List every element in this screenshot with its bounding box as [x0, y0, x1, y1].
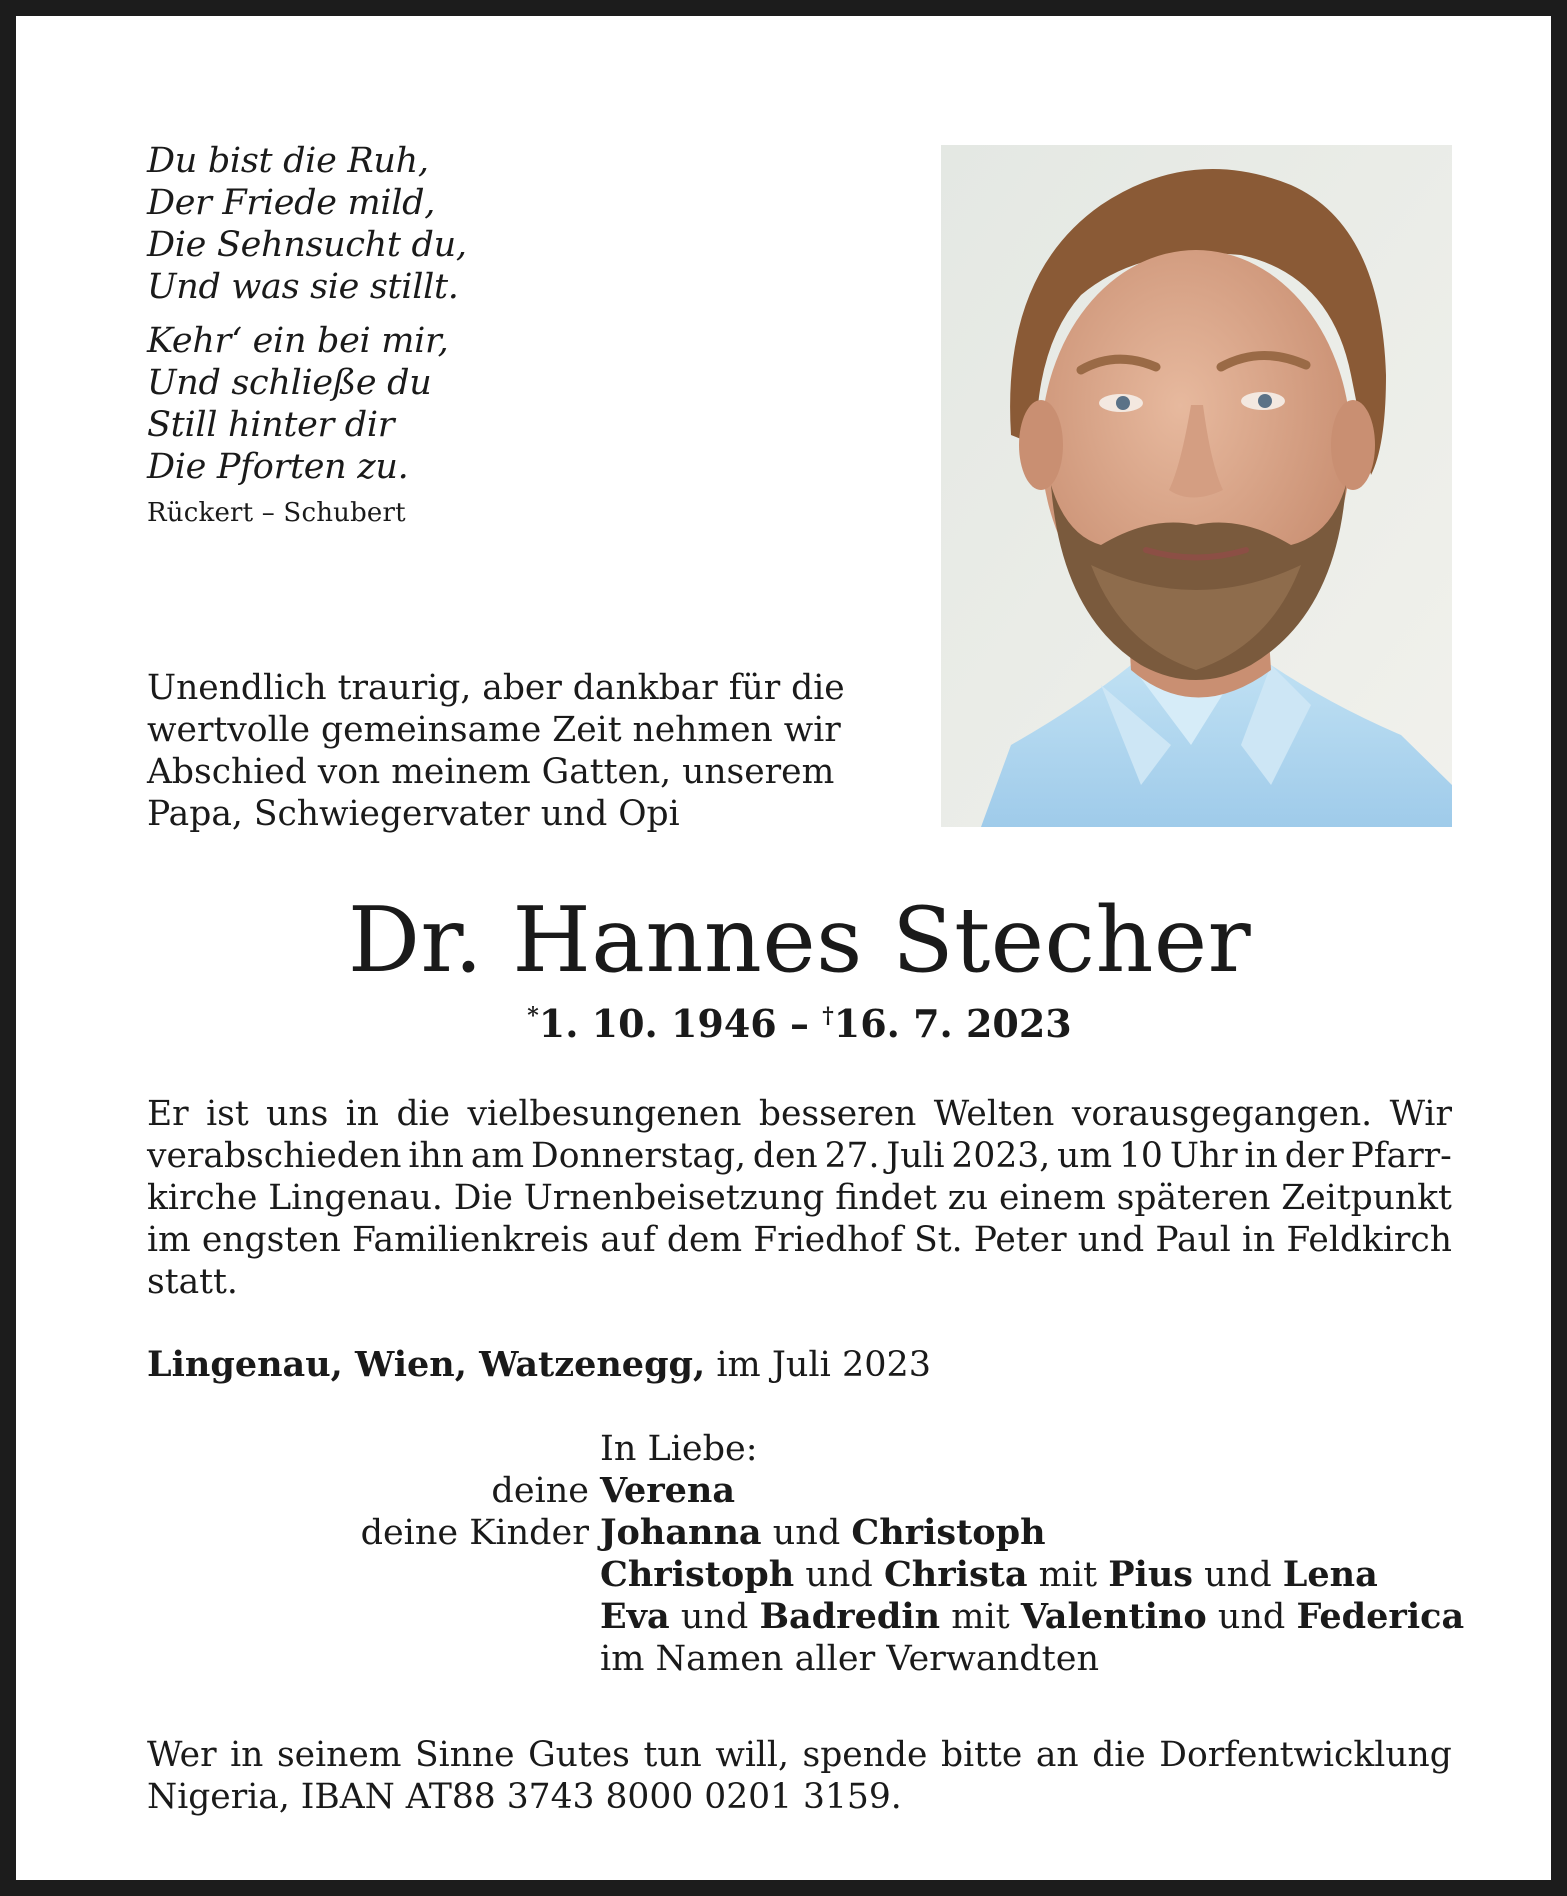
word: besseren — [758, 1094, 917, 1134]
poem-line: Und was sie stillt. — [147, 267, 459, 307]
word: 10 — [1118, 1136, 1163, 1176]
birth-symbol: * — [527, 1003, 539, 1029]
word: Donnerstag, — [531, 1136, 746, 1176]
word: findet — [835, 1178, 937, 1218]
word: engsten — [201, 1220, 341, 1260]
family-member — [600, 1596, 1467, 1638]
poem-line: Kehr‘ ein bei mir, — [147, 321, 449, 361]
family-row-closing — [147, 1638, 1467, 1680]
word: Pfarr- — [1350, 1136, 1452, 1176]
word: auf — [600, 1220, 656, 1260]
connector: und — [669, 1597, 760, 1637]
poem-line: Die Pforten zu. — [147, 447, 409, 487]
poem-credit: Rückert – Schubert — [147, 498, 406, 528]
word: um — [1057, 1136, 1113, 1176]
word: die — [1092, 1735, 1146, 1775]
word: die — [396, 1094, 451, 1134]
poem-line: Still hinter dir — [147, 405, 395, 445]
word: vorausgegangen. — [1071, 1094, 1373, 1134]
portrait-photo — [941, 145, 1452, 827]
poem-stanza-2 — [147, 320, 787, 488]
relation-label — [147, 1596, 600, 1638]
word: zu — [947, 1178, 989, 1218]
death-symbol: † — [822, 1003, 834, 1029]
word: der — [1284, 1136, 1344, 1176]
relation-label — [147, 1554, 600, 1596]
word: seinem — [276, 1735, 402, 1775]
relation-label — [147, 1428, 600, 1470]
family-list — [147, 1428, 1467, 1680]
word: statt. — [147, 1262, 238, 1302]
word: Nigeria, IBAN AT88 3743 8000 0201 3159. — [147, 1777, 902, 1817]
word: Familienkreis — [351, 1220, 590, 1260]
word: am — [470, 1136, 525, 1176]
date-separator: – — [776, 1001, 823, 1046]
donation-line — [147, 1776, 1452, 1818]
word: und — [1077, 1220, 1145, 1260]
family-row — [147, 1596, 1467, 1638]
word: vielbesungenen — [467, 1094, 742, 1134]
word: Paul — [1155, 1220, 1231, 1260]
poem-line: Der Friede mild, — [147, 183, 436, 223]
word: dem — [666, 1220, 743, 1260]
relation-label: deine Kinder — [360, 1513, 589, 1553]
poem-line: Und schließe du — [147, 363, 432, 403]
notice-line — [147, 1093, 1452, 1135]
family-heading-row — [147, 1428, 1467, 1470]
connector: und — [761, 1513, 852, 1553]
word: Er — [147, 1094, 189, 1134]
poem-stanza-1 — [147, 140, 787, 308]
connector: und — [1206, 1597, 1297, 1637]
funeral-notice — [147, 1093, 1452, 1303]
word: uns — [266, 1094, 329, 1134]
word: will, — [715, 1735, 789, 1775]
word: im — [147, 1220, 191, 1260]
word: Uhr — [1169, 1136, 1238, 1176]
donation-note — [147, 1734, 1452, 1818]
member-name: Eva — [600, 1596, 670, 1637]
notice-line — [147, 1135, 1452, 1177]
word: in — [345, 1094, 380, 1134]
word: den — [752, 1136, 818, 1176]
place-date-text: im Juli 2023 — [705, 1345, 932, 1385]
notice-line — [147, 1261, 1452, 1303]
word: einem — [998, 1178, 1106, 1218]
word: spende — [802, 1735, 928, 1775]
connector: mit — [940, 1597, 1021, 1637]
notice-line — [147, 1219, 1452, 1261]
connector: und — [794, 1555, 884, 1595]
word: ihn — [408, 1136, 464, 1176]
intro-text — [147, 667, 847, 835]
family-heading: In Liebe: — [600, 1429, 758, 1469]
member-name: Pius — [1108, 1554, 1193, 1595]
word: Urnenbeisetzung — [523, 1178, 825, 1218]
member-name: Verena — [600, 1470, 736, 1511]
word: ist — [206, 1094, 249, 1134]
word: Juli — [886, 1136, 945, 1176]
word: an — [1035, 1735, 1079, 1775]
member-name: Federica — [1296, 1596, 1465, 1637]
word: bitte — [941, 1735, 1023, 1775]
family-row — [147, 1554, 1467, 1596]
member-name: Badredin — [759, 1596, 941, 1637]
family-closing: im Namen aller Verwandten — [600, 1639, 1099, 1679]
member-name: Valentino — [1020, 1596, 1207, 1637]
word: St. — [914, 1220, 963, 1260]
word: Sinne — [415, 1735, 515, 1775]
word: Lingenau. — [268, 1178, 443, 1218]
poem — [147, 140, 787, 488]
word: Peter — [973, 1220, 1067, 1260]
word: in — [1244, 1136, 1278, 1176]
death-date: 16. 7. 2023 — [833, 1001, 1072, 1046]
family-member — [600, 1554, 1467, 1596]
word: Zeitpunkt — [1281, 1178, 1452, 1218]
word: Wer — [147, 1735, 217, 1775]
word: Friedhof — [753, 1220, 903, 1260]
life-dates — [16, 1001, 1567, 1046]
word: tun — [643, 1735, 702, 1775]
member-name: Christoph — [851, 1512, 1046, 1553]
donation-line — [147, 1734, 1452, 1776]
relation-label — [147, 1638, 600, 1680]
connector: mit — [1027, 1555, 1109, 1595]
word: späteren — [1116, 1178, 1271, 1218]
word: Feldkirch — [1286, 1220, 1452, 1260]
poem-line: Du bist die Ruh, — [147, 141, 429, 181]
word: Welten — [933, 1094, 1055, 1134]
birth-date: 1. 10. 1946 — [538, 1001, 777, 1046]
word: Gutes — [528, 1735, 630, 1775]
place-locations: Lingenau, Wien, Watzenegg, — [147, 1344, 706, 1385]
poem-line: Die Sehnsucht du, — [147, 225, 467, 265]
deceased-name: Dr. Hannes Stecher — [347, 888, 1252, 993]
word: kirche — [147, 1178, 258, 1218]
word: Die — [453, 1178, 513, 1218]
connector: und — [1193, 1555, 1283, 1595]
intro-line: wertvolle gemeinsame Zeit nehmen wir — [147, 710, 841, 750]
word: verabschieden — [147, 1136, 402, 1176]
word: 27. — [824, 1136, 880, 1176]
member-name: Lena — [1282, 1554, 1378, 1595]
place-date — [147, 1343, 931, 1387]
member-name: Johanna — [600, 1512, 762, 1553]
word: Dorfentwicklung — [1159, 1735, 1452, 1775]
intro-line: Papa, Schwiegervater und Opi — [147, 794, 680, 834]
family-row-wife — [147, 1470, 1467, 1512]
relation-label: deine — [491, 1471, 589, 1511]
family-member — [600, 1470, 1467, 1512]
word: in — [1241, 1220, 1276, 1260]
member-name: Christa — [883, 1554, 1028, 1595]
family-member — [600, 1512, 1467, 1554]
family-row-children — [147, 1512, 1467, 1554]
intro-line: Unendlich traurig, aber dankbar für die — [147, 668, 845, 708]
word: in — [230, 1735, 264, 1775]
word: Wir — [1389, 1094, 1452, 1134]
intro-line: Abschied von meinem Gatten, unserem — [147, 752, 835, 792]
member-name: Christoph — [600, 1554, 795, 1595]
notice-line — [147, 1177, 1452, 1219]
word: 2023, — [951, 1136, 1051, 1176]
